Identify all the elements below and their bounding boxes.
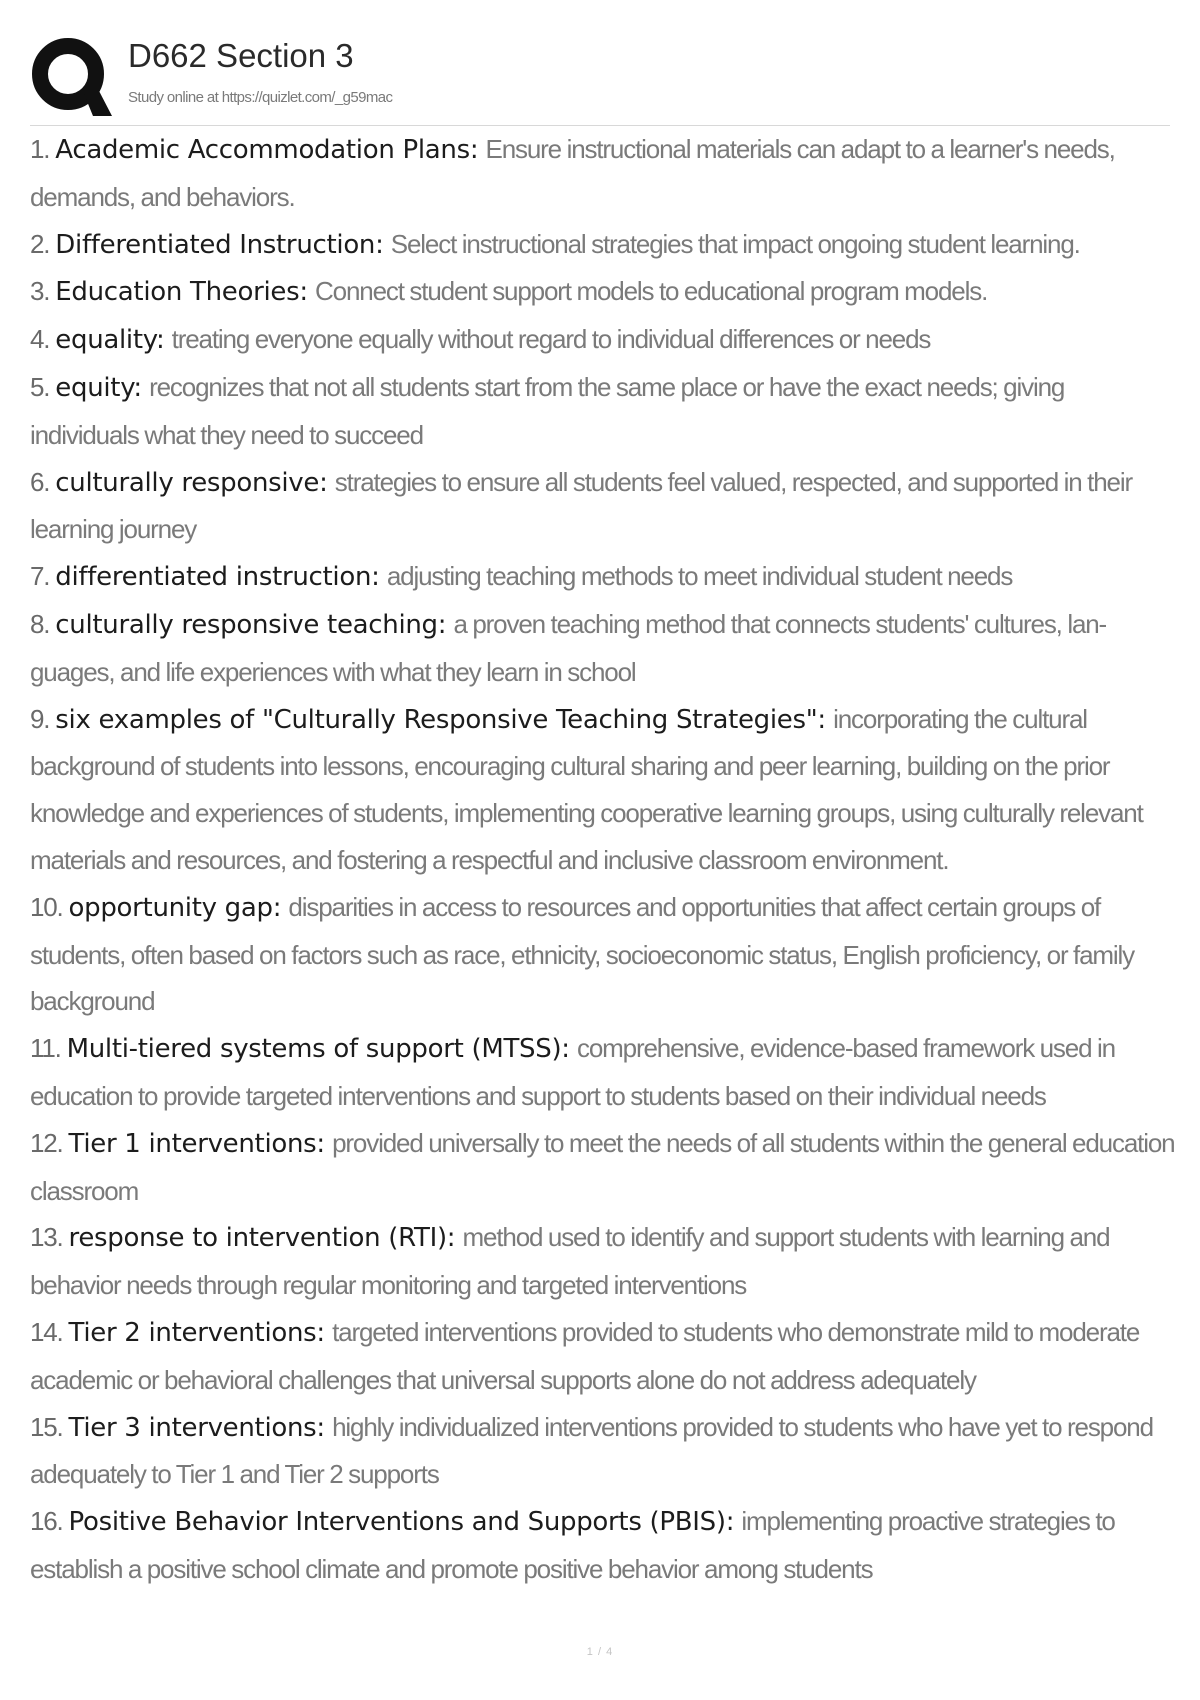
item-number: 8. xyxy=(30,608,50,639)
item-definition: highly individualized interventions provided to students who have yet to respond adequately to Tier 1 and Tier 2 supports xyxy=(30,1411,1153,1490)
document-header xyxy=(30,30,1170,126)
item-term: response to intervention (RTI): xyxy=(68,1223,456,1254)
item-number: 1. xyxy=(30,134,50,164)
item-number: 5. xyxy=(30,371,50,402)
document-title: D662 Section 3 xyxy=(128,37,354,74)
item-definition: Connect student support models to educational program models. xyxy=(315,276,988,307)
item-definition: incorporating the cultural background of students into lessons, encouraging cultural sharing and peer learning, building on the prior knowledge and experiences of students, implementing cooperative learning groups, using culturally relevant materials and resources, and fostering a respectful and inclusive classroom environment. xyxy=(30,703,1143,875)
study-online-url: Study online at https://quizlet.com/_g59mac xyxy=(128,89,393,106)
item-number: 3. xyxy=(30,276,50,307)
term-list-item xyxy=(30,601,1178,696)
item-definition: method used to identify and support students with learning and behavior needs through regular monitoring and targeted interventions xyxy=(30,1222,1110,1301)
item-definition: adjusting teaching methods to meet individual student needs xyxy=(386,561,1013,592)
item-number: 15. xyxy=(30,1411,63,1442)
term-list-item xyxy=(30,696,1178,884)
page-number: 1 / 4 xyxy=(586,1646,614,1658)
item-number: 9. xyxy=(30,703,50,734)
item-definition: comprehensive, evidence-based framework used in education to provide targeted interventions and support to students based on their individual needs xyxy=(30,1033,1115,1111)
item-term: Academic Accommodation Plans: xyxy=(55,135,479,165)
item-number: 4. xyxy=(30,324,50,355)
item-term: differentiated instruction: xyxy=(55,562,380,593)
term-list-item xyxy=(30,459,1178,554)
item-definition: Ensure instructional materials can adapt to a learner's needs, demands, and behaviors. xyxy=(30,134,1115,212)
item-number: 11. xyxy=(30,1033,61,1064)
term-list-item xyxy=(30,1120,1178,1215)
term-list-item xyxy=(30,1309,1178,1404)
item-definition: a proven teaching method that connects students' cultures, lan- guages, and life experiences with what they learn in school xyxy=(30,608,1107,687)
item-term: Tier 3 interventions: xyxy=(68,1412,325,1443)
item-term: equity: xyxy=(55,372,142,403)
item-term: six examples of "Culturally Responsive Teaching Strategies": xyxy=(55,704,826,735)
item-term: Education Theories: xyxy=(55,277,308,308)
quizlet-logo-icon xyxy=(30,34,114,118)
item-definition: recognizes that not all students start from the same place or have the exact needs; giving individuals what they need to succeed xyxy=(30,371,1065,450)
item-number: 14. xyxy=(30,1316,63,1347)
item-term: Multi-tiered systems of support (MTSS): xyxy=(66,1034,570,1065)
item-term: Differentiated Instruction: xyxy=(55,229,384,260)
item-definition: implementing proactive strategies to establish a positive school climate and promote positive behavior among students xyxy=(30,1506,1115,1584)
item-number: 2. xyxy=(30,228,50,259)
item-definition: disparities in access to resources and opportunities that affect certain groups of students, often based on factors such as race, ethnicity, socioeconomic status, English proficiency, or family background xyxy=(30,891,1135,1017)
item-number: 10. xyxy=(30,891,63,922)
term-list-item xyxy=(30,221,1178,269)
term-list-item xyxy=(30,1214,1178,1309)
term-list xyxy=(30,126,1178,1593)
term-list-item xyxy=(30,553,1178,601)
term-list-item xyxy=(30,1498,1178,1593)
item-definition: strategies to ensure all students feel valued, respected, and supported in their learning journey xyxy=(30,466,1132,545)
term-list-item xyxy=(30,268,1178,316)
item-definition: targeted interventions provided to students who demonstrate mild to moderate academic or behavioral challenges that universal supports alone do not address adequately xyxy=(30,1316,1140,1395)
item-number: 7. xyxy=(30,561,50,592)
term-list-item xyxy=(30,316,1178,364)
item-term: opportunity gap: xyxy=(68,892,282,923)
item-number: 13. xyxy=(30,1222,63,1253)
item-definition: Select instructional strategies that impact ongoing student learning. xyxy=(390,228,1080,259)
item-number: 12. xyxy=(30,1127,63,1158)
item-number: 16. xyxy=(30,1506,63,1537)
item-definition: treating everyone equally without regard to individual differences or needs xyxy=(171,324,931,355)
term-list-item xyxy=(30,364,1178,459)
item-term: culturally responsive: xyxy=(55,467,328,498)
term-list-item xyxy=(30,1025,1178,1120)
item-term: culturally responsive teaching: xyxy=(55,609,447,640)
term-list-item xyxy=(30,884,1178,1025)
item-term: Tier 1 interventions: xyxy=(68,1128,325,1159)
item-term: Positive Behavior Interventions and Supports (PBIS): xyxy=(68,1507,735,1538)
term-list-item xyxy=(30,1404,1178,1499)
item-definition: provided universally to meet the needs of all students within the general education classroom xyxy=(30,1127,1175,1206)
item-term: Tier 2 interventions: xyxy=(68,1317,325,1348)
term-list-item xyxy=(30,126,1178,221)
item-number: 6. xyxy=(30,466,50,497)
item-term: equality: xyxy=(55,325,165,356)
